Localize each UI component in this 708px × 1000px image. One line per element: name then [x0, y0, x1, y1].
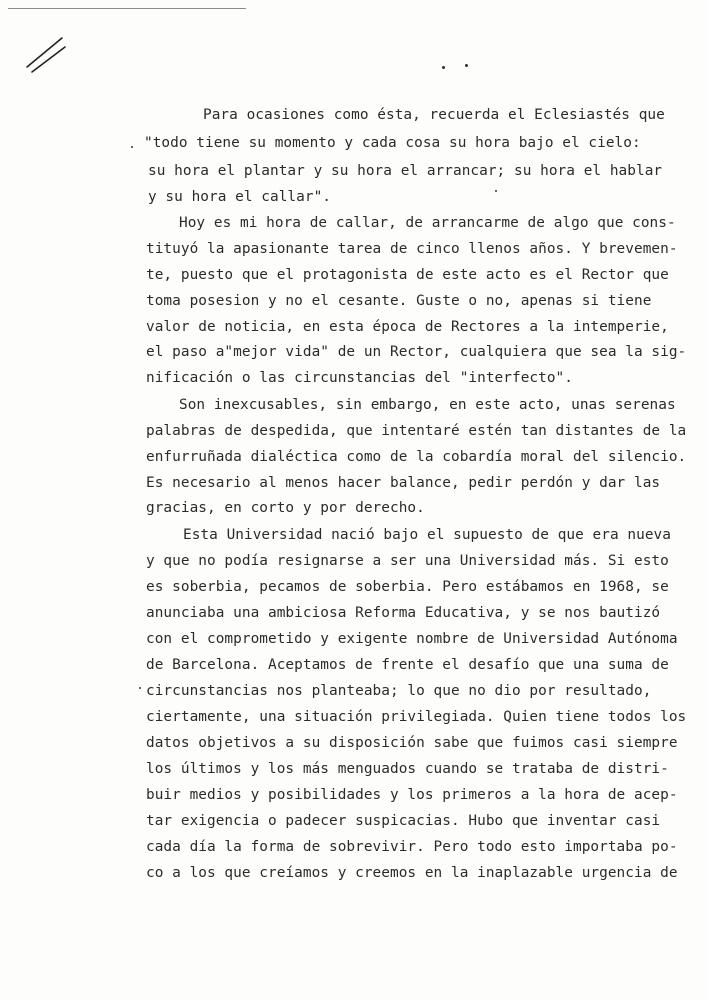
text-line: con el comprometido y exigente nombre de Universidad Autónoma	[146, 631, 678, 647]
text-line: Hoy es mi hora de callar, de arrancarme de algo que cons-	[179, 215, 676, 231]
text-line: enfurruñada dialéctica como de la cobardía moral del silencio.	[146, 449, 687, 465]
text-line: buir medios y posibilidades y los primeros a la hora de acep-	[146, 787, 678, 803]
text-line: Para ocasiones como ésta, recuerda el Eclesiastés que	[203, 107, 665, 123]
text-line: toma posesion y no el cesante. Guste o no, apenas si tiene	[146, 293, 652, 309]
text-line: valor de noticia, en esta época de Rectores a la intemperie,	[146, 319, 669, 335]
text-line: ciertamente, una situación privilegiada. Quien tiene todos los	[146, 709, 687, 725]
text-line: te, puesto que el protagonista de este acto es el Rector que	[146, 267, 669, 283]
text-line: el paso a"mejor vida" de un Rector, cualquiera que sea la sig-	[146, 344, 687, 360]
text-line: y que no podía resignarse a ser una Universidad más. Si esto	[146, 553, 669, 569]
text-line: palabras de despedida, que intentaré estén tan distantes de la	[146, 423, 687, 439]
text-line: Esta Universidad nació bajo el supuesto de que era nueva	[183, 527, 671, 543]
text-line: Es necesario al menos hacer balance, pedir perdón y dar las	[146, 475, 661, 491]
text-line: datos objetivos a su disposición sabe que fuimos casi siempre	[146, 735, 678, 751]
text-line: su hora el plantar y su hora el arrancar; su hora el hablar	[148, 163, 663, 179]
text-line: y su hora el callar".	[148, 189, 331, 205]
text-line: "todo tiene su momento y cada cosa su hora bajo el cielo:	[144, 135, 641, 151]
text-line: circunstancias nos planteaba; lo que no dio por resultado,	[146, 683, 652, 699]
text-line: gracias, en corto y por derecho.	[146, 500, 425, 516]
text-line: nificación o las circunstancias del "interfecto".	[146, 370, 573, 386]
text-line: anunciaba una ambiciosa Reforma Educativa, y se nos bautizó	[146, 605, 661, 621]
text-line: de Barcelona. Aceptamos de frente el desafío que una suma de	[146, 657, 669, 673]
text-line: es soberbia, pecamos de soberbia. Pero estábamos en 1968, se	[146, 579, 669, 595]
text-line: Son inexcusables, sin embargo, en este acto, unas serenas	[179, 397, 676, 413]
text-line: los últimos y los más menguados cuando se trataba de distri-	[146, 761, 669, 777]
text-line: co a los que creíamos y creemos en la inaplazable urgencia de	[146, 865, 678, 881]
text-line: tituyó la apasionante tarea de cinco llenos años. Y brevemen-	[146, 241, 678, 257]
text-line: cada día la forma de sobrevivir. Pero todo esto importaba po-	[146, 839, 678, 855]
text-line: tar exigencia o padecer suspicacias. Hubo que inventar casi	[146, 813, 661, 829]
